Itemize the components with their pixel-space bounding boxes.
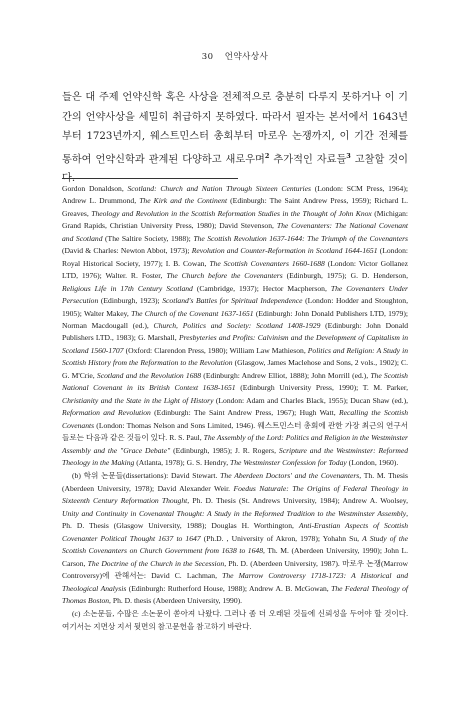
footnote-dissertations: (b) 학위 논문들(dissertations): David Stewart. The Aberdeen Doctors' and the Covenanters, Th. M. Thesis (Aberdeen University, 1978); David Alexander Weir. Foedus Naturale: The Origins of Federal Theology in Sixteenth Century Reformation Thought, Ph. D. Thesis (St. Andrews University, 1984); Andrew A. Woolsey, Unity and Continuity in Covenantal Thought: A Study in the Reformed Tradition to the Westminster Assembly, Ph. D. Thesis (Glasgow University, 1988); Douglas H. Worthington, Anti-Erastian Aspects of Scottish Covenanter Political Thought 1637 to 1647 (Ph.D. , University of Akron, 1978); Yohahn Su, A Study of the Scottish Covenanters on Church Government from 1638 to 1648, Th. M. (Aberdeen University, 1990); John L. Carson, The Doctrine of the Church in the Secession, Ph. D. (Aberdeen University, 1987). 마로우 논쟁(Marrow Controversy)에 관해서는: David C. Lachman, The Marrow Controversy 1718-1723: A Historical and Theological Analysis (Edinburgh: Rutherford House, 1988); Andrew A. B. McGowan, The Federal Theology of Thomas Boston, Ph. D. thesis (Aberdeen University, 1990). — [62, 471, 409, 605]
body-text-c: 고찰할 것이다. — [62, 153, 408, 185]
running-header — [0, 50, 470, 62]
footnotes — [62, 183, 408, 633]
body-paragraph — [62, 88, 408, 189]
footnote-books: Gordon Donaldson, Scotland: Church and Nation Through Sixteen Centuries (London: SCM Press, 1964); Andrew L. Drummond, The Kirk and the Continent (Edinburgh: The Saint Andrew Press, 1959); Richard L. Greaves, Theology and Revolution in the Scottish Reformation Studies in the Thought of John Knox (Michigan: Grand Rapids, Christian University Press, 1980); David Stevenson, The Covenanters: The National Covenant and Scotland (The Saltire Society, 1988); The Scottish Revolution 1637-1644: The Triumph of the Covenanters (David & Charles: Newton Abbot, 1973); Revolution and Counter-Reformation in Scotland 1644-1651 (London: Royal Historical Society, 1977); I. B. Cowan, The Scottish Covenanters 1660-1688 (London: Victor Gollanez LTD, 1976); Walter. R. Foster, The Church before the Covenanters (Edinburgh, 1975); G. D. Henderson, Religious Life in 17th Century Scotland (Cambridge, 1937); Hector Macpherson, The Covenanters Under Persecution (Edinburgh, 1923); Scotland's Battles for Spiritual Independence (London: Hodder and Stoughton, 1905); Walter Makey, The Church of the Covenant 1637-1651 (Edinburgh: John Donald Publishers LTD, 1979); Norman Macdougall (ed.), Church, Politics and Society: Scotland 1408-1929 (Edinburgh: John Donald Publishers LTD., 1983); G. Marshall, Presbyteries and Profits: Calvinism and the Development of Capitalism in Scotland 1560-1707 (Oxford: Clarendon Press, 1980); William Law Mathieson, Politics and Religion: A Study in Scottish History from the Reformation to the Revolution (Glasgow, James Maclehose and Sons, 2 vols., 1902); C. G. M'Crie, Scotland and the Revolution 1688 (Edinburgh: Andrew Elliot, 1888); John Morrill (ed.), The Scottish National Covenant in its British Context 1638-1651 (Edinburgh University Press, 1990); T. M. Parker, Christianity and the State in the Light of History (London: Adam and Charles Black, 1955); Ducan Shaw (ed.), Reformation and Revolution (Edinburgh: The Saint Andrew Press, 1967); Hugh Watt, Recalling the Scottish Covenants (London: Thomas Nelson and Sons Limited, 1946). 웨스트민스터 총회에 관한 가장 최근의 연구서들로는 다음과 같은 것들이 있다. R. S. Paul, The Assembly of the Lord: Politics and Religion in the Westminster Assembly and the "Grace Debate" (Edinburgh, 1985); J. R. Rogers, Scripture and the Westminster: Reformed Theology in the Making (Atlanta, 1978); G. S. Hendry, The Westminster Confession for Today (London, 1960). — [62, 184, 409, 467]
footnote-articles: (c) 소논문들, 수많은 소논문이 쏟아져 나왔다. 그러나 좀 더 오래된 것들에 신뢰성을 두어야 할 것이다. 여기서는 지면상 지서 뒷면의 참고문헌을 참고하기 바란다. — [62, 609, 408, 631]
footnote-ref-3[interactable]: 3 — [346, 151, 351, 160]
body-text-b: 추가적인 자료들 — [269, 153, 347, 165]
running-title: 언약사상사 — [224, 52, 269, 62]
body-text-a: 들은 대 주제 언약신학 혹은 사상을 전체적으로 충분히 다루지 못하거나 이 기간의 언약사상을 세밀히 취급하지 못하였다. 따라서 필자는 본서에서 1643년부터 1723년까지, 웨스트민스터 총회부터 마로우 논쟁까지, 이 기간 전체를 통하여 언약신학과 관계된 다양하고 새로우며 — [62, 92, 408, 165]
footnote-ref-2[interactable]: 2 — [264, 151, 270, 160]
page-number: 30 — [201, 52, 214, 62]
footnote-divider — [62, 178, 238, 179]
